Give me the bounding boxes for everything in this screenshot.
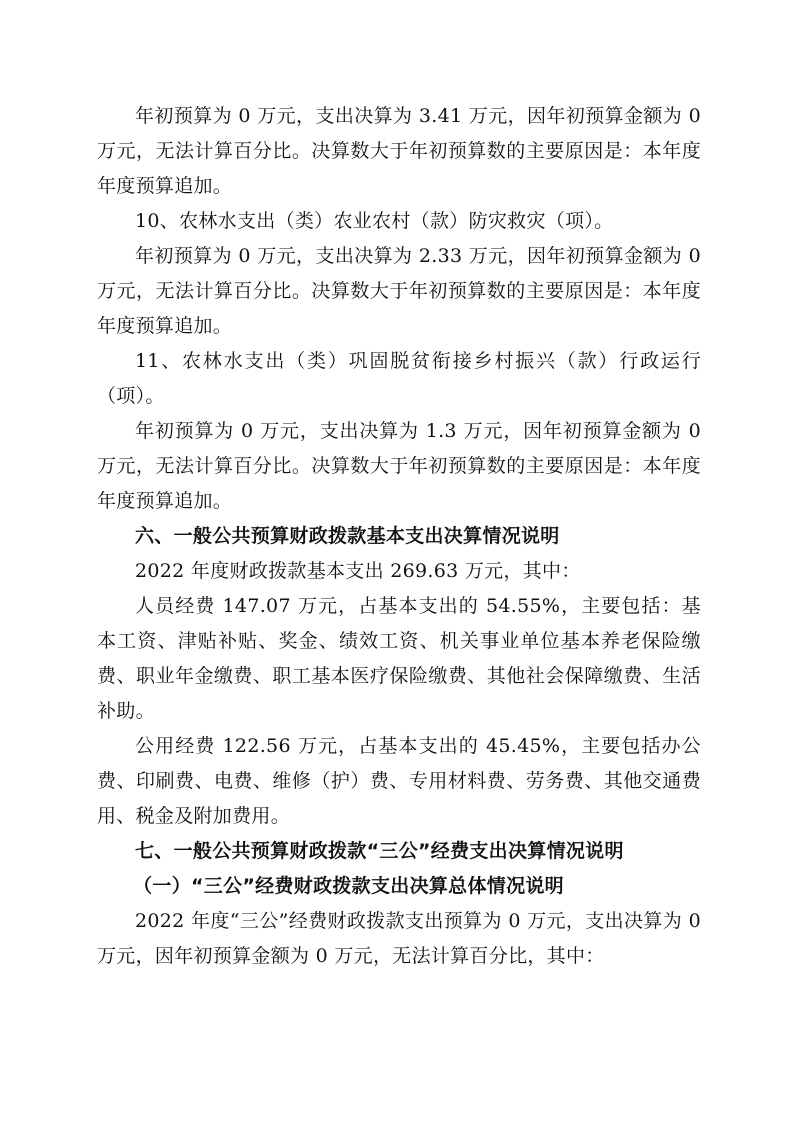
paragraph-basic-expenditure-total: 2022 年度财政拨款基本支出 269.63 万元，其中： <box>135 560 581 582</box>
paragraph-public-expenses: 公用经费 122.56 万元，占基本支出的 45.45%，主要包括办公费、印刷费、电费、维修（护）费、专用材料费、劳务费、其他交通费用、税金及附加费用。 <box>97 735 701 827</box>
subsection-heading-7-1: （一）“三公”经费财政拨款支出决算总体情况说明 <box>133 875 564 897</box>
paragraph-budget-item-11-detail: 年初预算为 0 万元，支出决算为 1.3 万元，因年初预算金额为 0 万元，无法计算百分比。决算数大于年初预算数的主要原因是：本年度年度预算追加。 <box>97 420 701 512</box>
paragraph-budget-item-9-detail: 年初预算为 0 万元，支出决算为 3.41 万元，因年初预算金额为 0 万元，无法计算百分比。决算数大于年初预算数的主要原因是：本年度年度预算追加。 <box>97 105 701 197</box>
section-heading-6: 六、一般公共预算财政拨款基本支出决算情况说明 <box>135 525 560 547</box>
paragraph-budget-item-10-detail: 年初预算为 0 万元，支出决算为 2.33 万元，因年初预算金额为 0 万元，无法计算百分比。决算数大于年初预算数的主要原因是：本年度年度预算追加。 <box>97 245 701 337</box>
paragraph-item-10-title: 10、农林水支出（类）农业农村（款）防灾救灾（项）。 <box>135 210 614 232</box>
paragraph-personnel-expenses: 人员经费 147.07 万元，占基本支出的 54.55%，主要包括：基本工资、津贴补贴、奖金、绩效工资、机关事业单位基本养老保险缴费、职业年金缴费、职工基本医疗保险缴费、其他社会保障缴费、生活补助。 <box>97 595 701 722</box>
paragraph-item-11-title: 11、农林水支出（类）巩固脱贫衔接乡村振兴（款）行政运行（项）。 <box>97 350 701 407</box>
section-heading-7: 七、一般公共预算财政拨款“三公”经费支出决算情况说明 <box>135 840 624 862</box>
paragraph-three-public-expenses: 2022 年度“三公”经费财政拨款支出预算为 0 万元，支出决算为 0 万元，因年初预算金额为 0 万元，无法计算百分比，其中： <box>97 910 701 967</box>
document-body <box>97 99 701 974</box>
